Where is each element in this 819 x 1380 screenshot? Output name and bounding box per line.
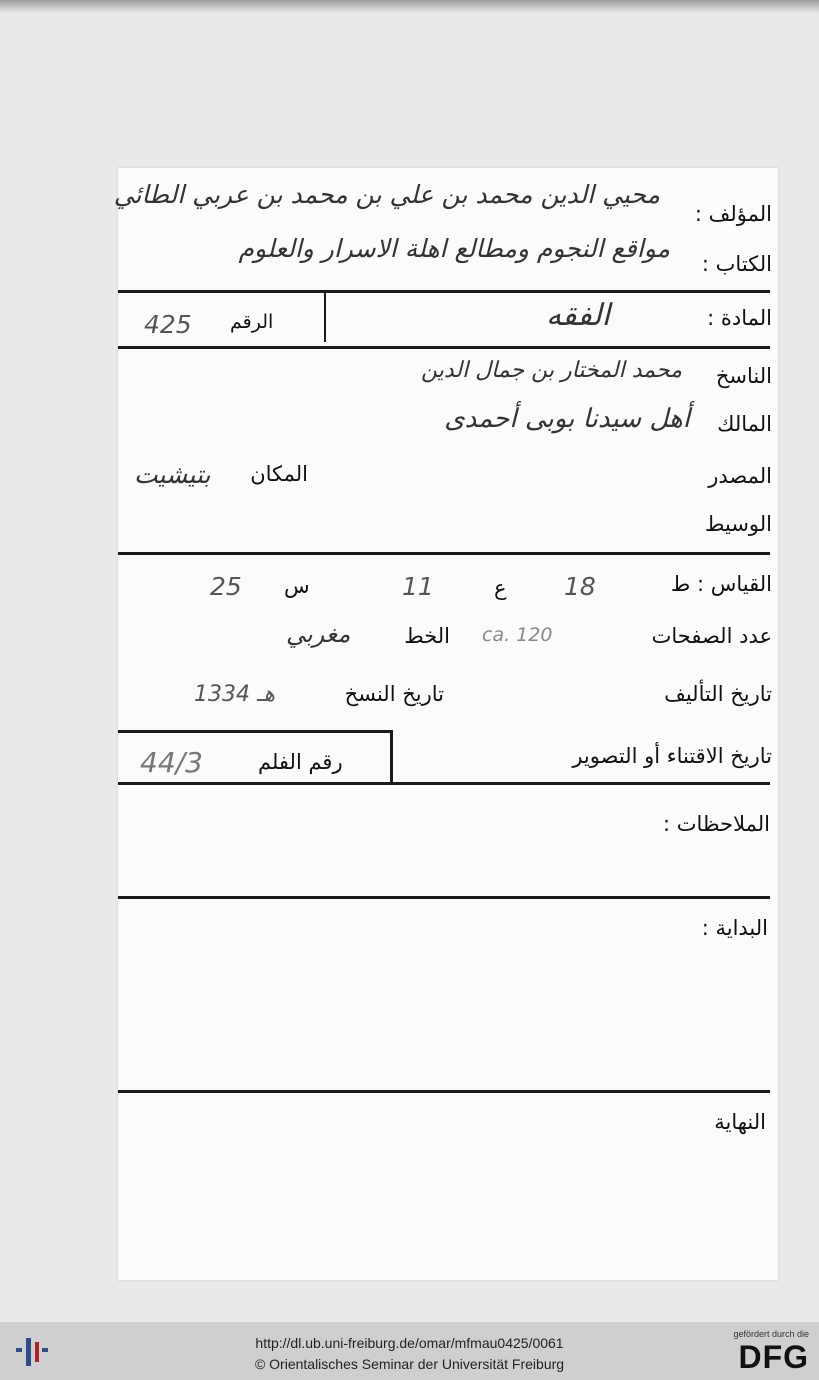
authoring-date-label: تاريخ التأليف <box>664 682 772 706</box>
intermediary-label: الوسيط <box>705 512 772 536</box>
footer-bar <box>0 1322 819 1380</box>
divider-line <box>118 346 770 349</box>
film-value: 44/3 <box>140 746 203 779</box>
acquisition-label: تاريخ الاقتناء أو التصوير <box>572 744 772 768</box>
copyist-value: محمد المختار بن جمال الدين <box>420 358 682 383</box>
divider-line <box>118 552 770 555</box>
measure-sin-label: س <box>284 574 310 598</box>
measure-t-value: 18 <box>564 572 596 601</box>
measure-ain-label: ع <box>494 576 507 600</box>
measure-label: القياس : ط <box>670 572 772 596</box>
author-label: المؤلف : <box>694 202 772 226</box>
footer-copyright: © Orientalisches Seminar der Universität Freiburg <box>254 1356 565 1372</box>
number-value: 425 <box>144 310 192 339</box>
book-label: الكتاب : <box>701 252 772 276</box>
notes-label: الملاحظات : <box>662 812 770 836</box>
source-label: المصدر <box>708 464 772 488</box>
copyist-label: الناسخ <box>715 364 772 388</box>
beginning-label: البداية : <box>701 916 768 940</box>
script-value: مغربي <box>286 620 351 648</box>
film-box-border <box>390 730 393 782</box>
scan-top-edge <box>0 0 819 14</box>
number-label: الرقم <box>230 311 274 333</box>
divider-line <box>118 896 770 899</box>
script-label: الخط <box>404 624 450 648</box>
footer-url-link[interactable]: http://dl.ub.uni-freiburg.de/omar/mfmau0425/0061 <box>255 1335 564 1351</box>
measure-ain-value: 11 <box>402 572 434 601</box>
book-value: مواقع النجوم ومطالع اهلة الاسرار والعلوم <box>238 234 670 263</box>
divider-line <box>118 730 392 733</box>
copy-date-value: 1334 هـ <box>194 682 276 707</box>
pages-label: عدد الصفحات <box>651 624 772 648</box>
film-label: رقم الفلم <box>258 750 343 774</box>
measure-sin-value: 25 <box>210 572 242 601</box>
ending-label: النهاية <box>714 1110 766 1134</box>
author-value: محيي الدين محمد بن علي بن محمد بن عربي الطائي <box>113 180 660 209</box>
place-label: المكان <box>250 462 308 486</box>
dfg-logo: DFG <box>738 1339 809 1375</box>
divider-line <box>118 1090 770 1093</box>
divider-line <box>118 782 770 785</box>
catalog-card <box>113 168 778 1280</box>
copy-date-label: تاريخ النسخ <box>344 682 444 706</box>
owner-label: المالك <box>717 412 772 436</box>
subject-value: الفقه <box>546 298 610 333</box>
subject-label: المادة : <box>707 306 772 330</box>
pages-value: ca. 120 <box>482 624 553 646</box>
owner-value: أهل سيدنا بوبى أحمدى <box>444 404 690 434</box>
place-value: بتيشيت <box>134 460 211 489</box>
dfg-funding-note: gefördert durch die <box>733 1329 809 1339</box>
